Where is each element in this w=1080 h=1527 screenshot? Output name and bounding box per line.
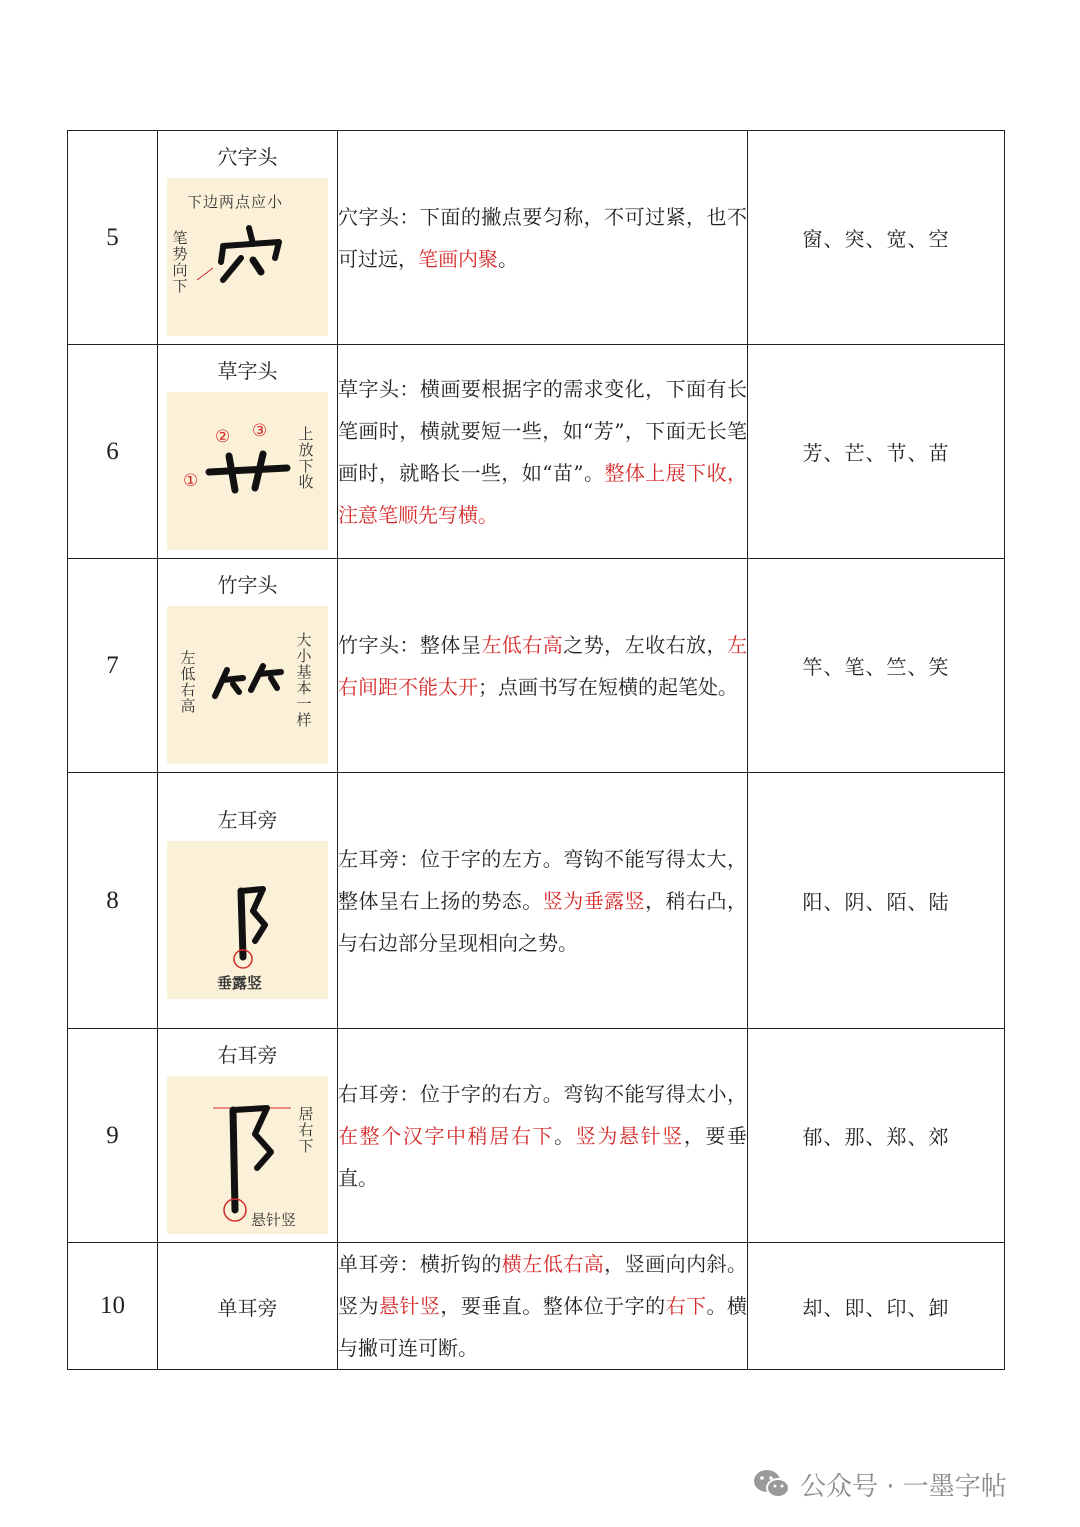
radical-name: 左耳旁 (217, 808, 278, 832)
desc-text: 右耳旁：位于字的右方。弯钩不能写得太小， (338, 1081, 747, 1106)
desc-highlight: 悬针竖 (378, 1294, 441, 1318)
description-cell (338, 1029, 748, 1243)
desc-highlight: 左低右高 (481, 632, 564, 657)
radical-name: 草字头 (217, 359, 278, 383)
desc-text: ，要垂直。整体位于字的 (440, 1294, 666, 1318)
card-note: 笔势向下 (170, 230, 189, 294)
calligraphy-card (167, 392, 328, 550)
table-row (68, 1029, 1005, 1243)
examples-cell: 竿、笔、竺、笑 (748, 559, 1005, 773)
wechat-icon (752, 1467, 792, 1501)
desc-text: ，竖画向内斜。竖为 (338, 1252, 748, 1318)
wechat-footer (752, 1462, 1007, 1506)
radical-name: 单耳旁 (217, 1295, 278, 1320)
desc-highlight: 横左低右高 (501, 1252, 605, 1276)
row-number: 7 (68, 559, 158, 773)
examples-cell: 窗、突、宽、空 (748, 131, 1005, 345)
desc-text: 草字头：横画要根据字的需求变化，下面有长笔画时，横就要短一些，如“芳”，下面无长笔画时，就略长一些，如“苗”。 (338, 376, 747, 485)
radical-cell (158, 1243, 338, 1370)
card-note: 悬针竖 (251, 1211, 297, 1229)
stroke-order-marker: ② (215, 427, 231, 447)
desc-text: 。 (554, 1123, 576, 1148)
footer-label: 公众号 · 一墨字帖 (800, 1471, 1007, 1502)
desc-text: 穴字头：下面的撇点要匀称，不可过紧，也不可过远， (338, 204, 747, 271)
radical-name: 右耳旁 (217, 1043, 278, 1067)
examples-cell: 芳、芒、节、苗 (748, 345, 1005, 559)
card-note: 下边两点应小 (187, 193, 284, 211)
description-cell (338, 345, 748, 559)
row-number: 5 (68, 131, 158, 345)
row-number: 8 (68, 773, 158, 1029)
desc-highlight: 在整个汉字中稍居右下 (338, 1123, 555, 1148)
radical-cell (158, 131, 338, 345)
table-row (68, 345, 1005, 559)
radical-cell (158, 345, 338, 559)
table-row (68, 1243, 1005, 1370)
stroke-order-marker: ③ (252, 421, 268, 441)
desc-text: 之势，左收右放， (563, 632, 728, 657)
radical-table (67, 130, 1005, 1370)
desc-text: 单耳旁：横折钩的 (338, 1252, 502, 1276)
table-row (68, 131, 1005, 345)
desc-highlight: 右下 (665, 1294, 707, 1318)
left-ear-radical-brush (167, 841, 328, 999)
stroke-order-marker: ① (183, 471, 199, 491)
examples-cell: 郁、那、郑、郊 (748, 1029, 1005, 1243)
radical-cell (158, 1029, 338, 1243)
calligraphy-card (167, 1076, 328, 1234)
radical-cell (158, 559, 338, 773)
calligraphy-card (167, 178, 328, 336)
right-ear-radical-brush (167, 1076, 328, 1234)
row-number: 9 (68, 1029, 158, 1243)
row-number: 10 (68, 1243, 158, 1370)
cao-radical-brush (167, 392, 328, 550)
calligraphy-card (167, 606, 328, 764)
desc-text: 竹字头：整体呈 (338, 632, 482, 657)
card-note: 左低右高 (178, 650, 197, 714)
xue-radical-brush (167, 178, 328, 336)
description-cell (338, 559, 748, 773)
radical-cell (158, 773, 338, 1029)
desc-highlight: 笔画内聚 (418, 246, 498, 271)
radical-name: 竹字头 (217, 573, 278, 597)
card-note: 大小基本一样 (294, 632, 313, 728)
examples-cell: 却、即、印、卸 (748, 1243, 1005, 1370)
desc-text: 。横与撇可连可断。 (338, 1294, 748, 1360)
calligraphy-card (167, 841, 328, 999)
table-row (68, 559, 1005, 773)
row-number: 6 (68, 345, 158, 559)
zhu-radical-brush (167, 606, 328, 764)
radical-name: 穴字头 (217, 145, 278, 169)
card-note: 垂露竖 (217, 974, 263, 992)
table-row (68, 773, 1005, 1029)
desc-highlight: 整体上展下收，注意笔顺先写横。 (338, 460, 748, 527)
card-note: 居右下 (296, 1106, 315, 1154)
card-note: 上放下收 (296, 426, 315, 490)
desc-highlight: 竖为垂露竖 (542, 888, 646, 913)
desc-text: ，稍右凸，与右边部分呈现相向之势。 (338, 888, 748, 955)
description-cell (338, 773, 748, 1029)
desc-text: 左耳旁：位于字的左方。弯钩不能写得太大，整体呈右上扬的势态。 (338, 846, 747, 913)
desc-text: 。 (498, 246, 518, 271)
desc-text: ；点画书写在短横的起笔处。 (478, 674, 738, 699)
examples-cell: 阳、阴、陌、陆 (748, 773, 1005, 1029)
desc-highlight: 竖为悬针竖 (575, 1123, 684, 1148)
description-cell (338, 131, 748, 345)
desc-highlight: 左右间距不能太开 (338, 632, 748, 699)
description-cell (338, 1243, 748, 1370)
desc-text: ，要垂直。 (338, 1123, 748, 1190)
